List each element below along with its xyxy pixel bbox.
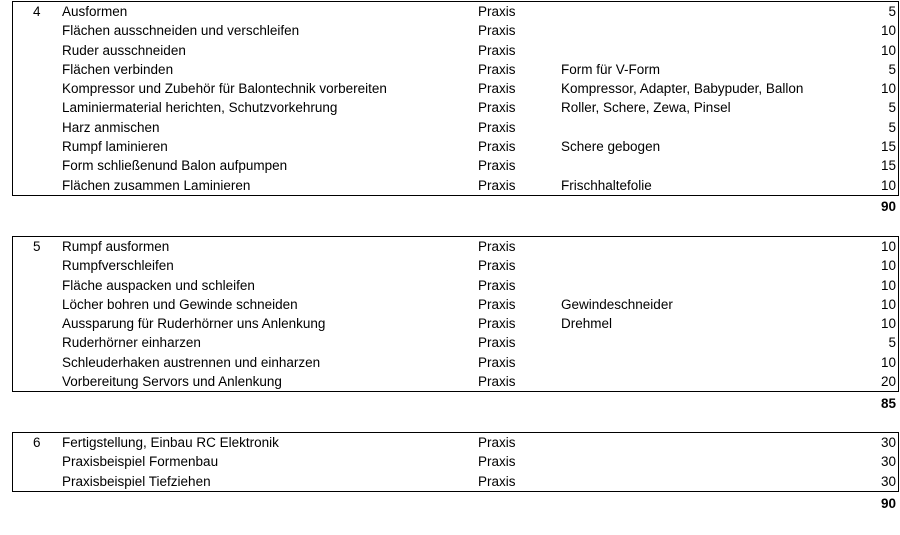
minutes-cell: 5 xyxy=(888,119,896,135)
task-cell: Schleuderhaken austrennen und einharzen xyxy=(62,354,321,370)
table-row xyxy=(13,237,898,256)
type-cell: Praxis xyxy=(478,454,516,470)
table-row xyxy=(13,295,898,314)
section-table xyxy=(12,236,899,392)
minutes-cell: 20 xyxy=(880,374,896,390)
table-row xyxy=(13,176,898,195)
table-row xyxy=(13,372,898,391)
type-cell: Praxis xyxy=(478,119,516,135)
task-cell: Laminiermaterial herichten, Schutzvorkehrung xyxy=(62,100,338,116)
type-cell: Praxis xyxy=(478,374,516,390)
table-row xyxy=(13,118,898,137)
tools-cell: Gewindeschneider xyxy=(561,296,673,312)
minutes-cell: 15 xyxy=(880,139,896,155)
task-cell: Aussparung für Ruderhörner uns Anlenkung xyxy=(62,316,326,332)
type-cell: Praxis xyxy=(478,316,516,332)
minutes-cell: 5 xyxy=(888,61,896,77)
minutes-cell: 10 xyxy=(880,81,896,97)
task-cell: Praxisbeispiel Formenbau xyxy=(62,454,219,470)
minutes-cell: 5 xyxy=(888,335,896,351)
table-row xyxy=(13,472,898,491)
minutes-cell: 15 xyxy=(880,158,896,174)
tools-cell: Kompressor, Adapter, Babypuder, Ballon xyxy=(561,81,804,97)
minutes-cell: 10 xyxy=(880,239,896,254)
table-row xyxy=(13,79,898,98)
task-cell: Löcher bohren und Gewinde schneiden xyxy=(62,296,298,312)
task-cell: Ruderhörner einharzen xyxy=(62,335,201,351)
type-cell: Praxis xyxy=(478,354,516,370)
minutes-cell: 10 xyxy=(880,42,896,58)
type-cell: Praxis xyxy=(478,81,516,97)
type-cell: Praxis xyxy=(478,296,516,312)
type-cell: Praxis xyxy=(478,473,516,489)
task-cell: Flächen ausschneiden und verschleifen xyxy=(62,23,300,39)
tools-cell: Roller, Schere, Zewa, Pinsel xyxy=(561,100,731,116)
task-cell: Flächen verbinden xyxy=(62,61,174,77)
tools-cell: Drehmel xyxy=(561,316,613,332)
section-total: 85 xyxy=(880,396,896,411)
task-cell: Ruder ausschneiden xyxy=(62,42,186,58)
task-cell: Flächen zusammen Laminieren xyxy=(62,177,251,193)
minutes-cell: 30 xyxy=(880,435,896,450)
table-row xyxy=(13,256,898,275)
tools-cell: Frischhaltefolie xyxy=(561,177,652,193)
table-row xyxy=(13,21,898,40)
minutes-cell: 5 xyxy=(888,4,896,19)
type-cell: Praxis xyxy=(478,42,516,58)
task-cell: Fläche auspacken und schleifen xyxy=(62,277,255,293)
minutes-cell: 10 xyxy=(880,177,896,193)
section-number: 4 xyxy=(33,4,41,19)
minutes-cell: 10 xyxy=(880,258,896,274)
task-cell: Rumpf laminieren xyxy=(62,139,168,155)
minutes-cell: 5 xyxy=(888,100,896,116)
table-row xyxy=(13,276,898,295)
section-table xyxy=(12,1,899,196)
task-cell: Fertigstellung, Einbau RC Elektronik xyxy=(62,435,279,450)
type-cell: Praxis xyxy=(478,335,516,351)
tools-cell: Schere gebogen xyxy=(561,139,661,155)
task-cell: Rumpf ausformen xyxy=(62,239,170,254)
minutes-cell: 10 xyxy=(880,316,896,332)
minutes-cell: 10 xyxy=(880,296,896,312)
type-cell: Praxis xyxy=(478,158,516,174)
minutes-cell: 30 xyxy=(880,454,896,470)
type-cell: Praxis xyxy=(478,258,516,274)
minutes-cell: 10 xyxy=(880,354,896,370)
table-row xyxy=(13,137,898,156)
task-cell: Form schließenund Balon aufpumpen xyxy=(62,158,288,174)
table-row xyxy=(13,41,898,60)
task-cell: Vorbereitung Servors und Anlenkung xyxy=(62,374,282,390)
table-row xyxy=(13,314,898,333)
section-total: 90 xyxy=(880,199,896,214)
minutes-cell: 10 xyxy=(880,23,896,39)
minutes-cell: 10 xyxy=(880,277,896,293)
type-cell: Praxis xyxy=(478,23,516,39)
table-row xyxy=(13,433,898,452)
type-cell: Praxis xyxy=(478,139,516,155)
table-row xyxy=(13,60,898,79)
type-cell: Praxis xyxy=(478,4,516,19)
type-cell: Praxis xyxy=(478,277,516,293)
section-number: 5 xyxy=(33,239,41,254)
table-row xyxy=(13,98,898,117)
type-cell: Praxis xyxy=(478,61,516,77)
type-cell: Praxis xyxy=(478,100,516,116)
tools-cell: Form für V-Form xyxy=(561,61,661,77)
task-cell: Rumpfverschleifen xyxy=(62,258,174,274)
table-row xyxy=(13,2,898,21)
table-row xyxy=(13,156,898,175)
table-row xyxy=(13,333,898,352)
section-table xyxy=(12,432,899,492)
task-cell: Harz anmischen xyxy=(62,119,160,135)
type-cell: Praxis xyxy=(478,239,516,254)
type-cell: Praxis xyxy=(478,177,516,193)
table-row xyxy=(13,353,898,372)
task-cell: Ausformen xyxy=(62,4,128,19)
type-cell: Praxis xyxy=(478,435,516,450)
task-cell: Praxisbeispiel Tiefziehen xyxy=(62,473,211,489)
table-row xyxy=(13,452,898,471)
section-number: 6 xyxy=(33,435,41,450)
minutes-cell: 30 xyxy=(880,473,896,489)
task-cell: Kompressor und Zubehör für Balontechnik vorbereiten xyxy=(62,81,387,97)
section-total: 90 xyxy=(880,496,896,511)
